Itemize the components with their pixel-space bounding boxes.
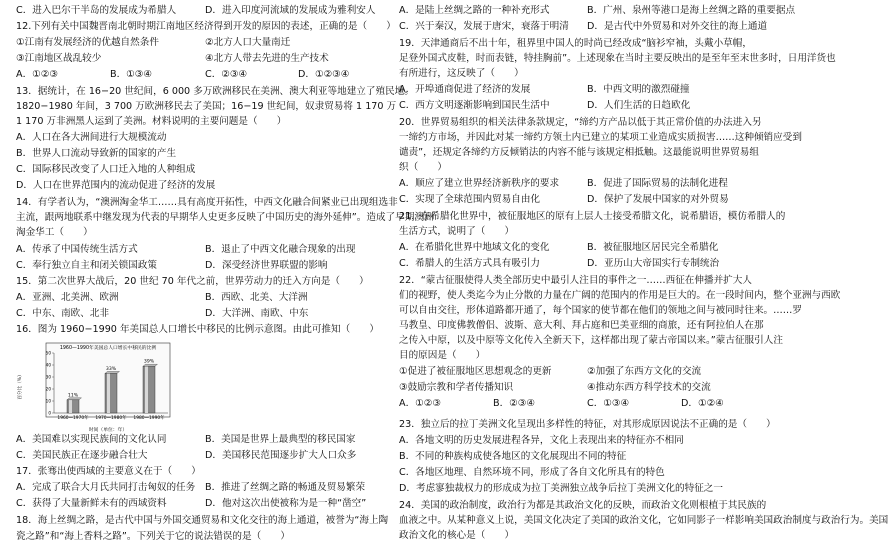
q18-line-2: 瓷之路”和“海上香料之路”。下列关于它的说法错误的是（ ） <box>16 531 290 542</box>
q14-line-2: 主流，跟两地联系中继发现为代表的早期华人史更多反映了中国历史的海外延伸”。造成了早期澳洲 <box>16 212 434 223</box>
q14-line-3: 淘金华工（ ） <box>16 227 93 238</box>
q22-option-c: C．①③④ <box>587 398 630 409</box>
q18-option-c: C．兴于秦汉，发展于唐宋，衰落于明清 <box>399 21 569 32</box>
q20-option-c: C．实现了全球范围内贸易自由化 <box>399 194 541 205</box>
q22-line-3: 可以自由交往，形体道路都开通了，每个国家的使节都在他们的领地之间与被同时往来。……罗 <box>399 305 802 316</box>
chart-value-label: 39% <box>143 359 155 365</box>
q15-stem: 15．第二次世界大战后，20 世纪 70 年代之前，世界劳动力的迁入方向是（ ） <box>16 276 369 287</box>
q13-line-2: 1820−1980 年间，3 700 万欧洲移民去了美国；16−19 世纪间，奴隶贸易将 1 170 万 <box>16 101 397 112</box>
q16-stem: 16．图为 1960−1990 年美国总人口增长中移民的比例示意图。由此可推知（ ） <box>16 324 379 335</box>
q16-option-b: B．美国是世界上最典型的移民国家 <box>205 434 356 445</box>
q17-option-a: A．完成了联合大月氏共同打击匈奴的任务 <box>16 482 196 493</box>
q22-line-5: 之传入中原，以及中原等文化传入全新天下，这样都出现了蒙古帝国以来。”蒙古征服引人注 <box>399 335 783 346</box>
q21-option-a: A．在希腊化世界中地域文化的变化 <box>399 242 550 253</box>
q12-option-a: A．①②③ <box>16 69 58 80</box>
chart-bar <box>143 366 155 413</box>
q17-option-c: C．获得了大量新鲜未有的西域资料 <box>16 498 167 509</box>
q14-option-b: B．退止了中西文化融合现象的出现 <box>205 244 356 255</box>
q17-option-b: B．推进了丝绸之路的畅通及贸易繁荣 <box>205 482 366 493</box>
chart-title: 1960—1990年美国总人口增长中移民的比例 <box>59 346 157 351</box>
q12-option-b: B．①③④ <box>110 69 152 80</box>
q24-line-2: 血液之中。从某种意义上说，美国文化决定了美国的政治文化，它如同影子一样影响美国政治制度与政治行为。美国 <box>399 515 888 526</box>
q13-option-a: A．人口在各大洲间进行大规模流动 <box>16 132 167 143</box>
q17-option-d: D．他对这次出使被称为是一种“凿空” <box>205 498 367 509</box>
q21-line-2: 生活方式，说明了（ ） <box>399 226 515 237</box>
q20-line-4: 织（ ） <box>399 162 447 173</box>
q12-option-c: C．②③④ <box>205 69 248 80</box>
q20-option-d: D．保护了发展中国家的对外贸易 <box>587 194 729 205</box>
q13-line-1: 13．据统计，在 16−20 世纪间，6 000 多万欧洲移民在美洲、澳大利亚等地建立了殖民地。 <box>16 86 414 97</box>
chart-xlabel: 时间（单位：年） <box>88 428 128 433</box>
q19-line-3: 有所进行，这反映了（ ） <box>399 68 524 79</box>
right-column <box>397 0 888 560</box>
q18-option-b: B．广州、泉州等港口是海上丝绸之路的重要据点 <box>587 5 796 16</box>
q19-option-b: B．中西文明的激烈碰撞 <box>587 84 690 95</box>
q18-line-1: 18．海上丝绸之路，是古代中国与外国交通贸易和文化交往的海上通道，被誉为“海上陶 <box>16 515 389 526</box>
q14-option-d: D．深受经济世界联盟的影响 <box>205 260 328 271</box>
q20-line-2: 一缔约方市场，并因此对某一缔约方领土内已建立的某项工业造成实质损害……这种倾销应受到 <box>399 132 802 143</box>
q22-item-4: ④推动东西方科学技术的交流 <box>587 382 711 393</box>
q18-option-d: D．是古代中外贸易和对外交往的海上通道 <box>587 21 768 32</box>
chart-category-label: 1970—1980年 <box>95 416 127 421</box>
q23-option-b: B．不同的种族构成使各地区的文化展现出不同的特征 <box>399 451 627 462</box>
q24-line-3: 政治文化的核心是（ ） <box>399 530 515 541</box>
q22-item-2: ②加强了东西方文化的交流 <box>587 366 702 377</box>
q13-option-d: D．人口在世界范围内的流动促进了经济的发展 <box>16 180 216 191</box>
q11-option-d: D．进入印度河流域的发展成为雅利安人 <box>205 5 376 16</box>
q16-chart <box>16 341 174 433</box>
chart-y-tick-label: 30 <box>45 374 51 380</box>
q21-option-d: D．亚历山大帝国实行专制统治 <box>587 258 720 269</box>
q12-item-4: ④北方人带去先进的生产技术 <box>205 53 329 64</box>
chart-value-label: 11% <box>67 393 79 399</box>
q23-option-d: D．考虑寥独裁权力的形成成为拉丁美洲独立战争后拉丁美洲文化的特征之一 <box>399 483 723 494</box>
q19-option-d: D．人们生活的日趋欧化 <box>587 100 691 111</box>
q16-option-c: C．美国民族正在逐步融合壮大 <box>16 450 148 461</box>
q22-option-b: B．②③④ <box>493 398 535 409</box>
q21-option-b: B．被征服地区居民完全希腊化 <box>587 242 719 253</box>
chart-y-tick-label: 10 <box>45 398 51 404</box>
q14-line-1: 14．有学者认为，“澳洲淘金华工……具有高度开拓性，中西文化融合间紧业已出现组选非 <box>16 197 398 208</box>
q21-option-c: C．希腊人的生活方式具有吸引力 <box>399 258 541 269</box>
chart-y-tick-label: 20 <box>45 386 51 392</box>
q19-line-2: 足登外国式皮鞋，时而表链，特挂胸前”。上述现象在当时主要反映出的是至年至末世多时，日用洋货也 <box>399 53 836 64</box>
q22-line-1: 22．“蒙古征服使得人类全部历史中最引人注目的事件之一……西征在伸播并扩大人 <box>399 275 752 286</box>
q17-stem: 17．张骞出使西域的主要意义在于（ ） <box>16 466 201 477</box>
q13-option-c: C．国际移民改变了人口迁入地的人种组成 <box>16 164 196 175</box>
q19-option-a: A．开埠通商促进了经济的发展 <box>399 84 531 95</box>
q15-option-c: C．中东、南欧、北非 <box>16 308 110 319</box>
q12-item-2: ②北方人口大量南迁 <box>205 37 291 48</box>
chart-bar-highlight <box>107 373 110 413</box>
q23-option-c: C．各地区地理、自然环境不同，形成了各自文化所具有的特色 <box>399 467 665 478</box>
q23-option-a: A．各地文明的历史发展进程各异，文化上表现出来的特征亦不相同 <box>399 435 684 446</box>
q22-option-d: D．①②④ <box>681 398 724 409</box>
q22-option-a: A．①②③ <box>399 398 441 409</box>
chart-y-tick-label: 40 <box>45 362 51 368</box>
q21-line-1: 21．在希腊化世界中，被征服地区的原有上层人士接受希腊文化，说希腊语，模仿希腊人的 <box>399 211 786 222</box>
q22-line-6: 目的原因是（ ） <box>399 350 486 361</box>
q20-option-a: A．顺应了建立世界经济新秩序的要求 <box>399 178 560 189</box>
chart-y-tick-label: 0 <box>48 410 51 416</box>
q22-item-1: ①促进了被征服地区思想观念的更新 <box>399 366 552 377</box>
q12-stem: 12.下列有关中国魏晋南北朝时期江南地区经济得到开发的原因的表述，正确的是（ ） <box>16 21 396 32</box>
q15-option-a: A．亚洲、北美洲、欧洲 <box>16 292 119 303</box>
q14-option-c: C．奉行独立自主和闭关锁国政策 <box>16 260 158 271</box>
q19-line-1: 19．天津通商后不出十年，租界里中国人的时尚已经改成“脑衫窄袖，头戴小草帽， <box>399 38 752 49</box>
q20-option-b: B．促进了国际贸易的法制化进程 <box>587 178 728 189</box>
chart-ylabel: 百分比（%） <box>18 372 23 400</box>
chart-value-label: 33% <box>105 366 117 372</box>
q18-option-a: A．是陆上丝绸之路的一种补充形式 <box>399 5 550 16</box>
q14-option-a: A．传承了中国传统生活方式 <box>16 244 138 255</box>
chart-bar <box>67 400 79 413</box>
chart-y-tick-label: 50 <box>45 350 51 356</box>
q20-line-1: 20．世界贸易组织的相关法律条款规定，“缔约方产品以低于其正常价值的办法进入另 <box>399 117 762 128</box>
q15-option-d: D．大洋洲、南欧、中东 <box>205 308 309 319</box>
q16-option-d: D．美国移民范围逐步扩大人口众多 <box>205 450 357 461</box>
chart-bar-highlight <box>145 366 148 413</box>
q12-item-3: ③江南地区战乱较少 <box>16 53 102 64</box>
chart-bar <box>105 373 117 413</box>
left-column <box>0 0 434 560</box>
q16-option-a: A．美国难以实现民族间的文化认同 <box>16 434 167 445</box>
q12-option-d: D．①②③④ <box>298 69 350 80</box>
chart-category-label: 1980—1990年 <box>133 416 165 421</box>
q24-line-1: 24．美国的政治制度，政治行为都是其政治文化的反映，而政治文化则根植于其民族的 <box>399 500 767 511</box>
chart-bar-highlight <box>69 400 72 413</box>
q22-line-2: 们的视野，使人类迄今为止分散的力量在广阔的范围内的作用是巨大的。在一段时间内，整个亚洲与西欧 <box>399 290 841 301</box>
q15-option-b: B．西欧、北美、大洋洲 <box>205 292 308 303</box>
q22-line-4: 马教皇、印度佛教僧侣、波斯、意大利、拜占庭和巴美亚细的商旅，还有阿拉伯人在那 <box>399 320 764 331</box>
q20-line-3: 谴责”，还规定各缔约方反倾销法的内容不能与该规定相抵触。这最能说明世界贸易组 <box>399 147 759 158</box>
q12-item-1: ①江南有发展经济的优越自然条件 <box>16 37 159 48</box>
q13-line-3: 1 170 万非洲黑人运到了美洲。材料说明的主要问题是（ ） <box>16 116 287 127</box>
q19-option-c: C．西方文明逐渐影响到国民生活中 <box>399 100 550 111</box>
chart-category-label: 1960—1970年 <box>57 416 89 421</box>
q22-item-3: ③鼓励宗教和学者传播知识 <box>399 382 514 393</box>
q13-option-b: B．世界人口流动导致新的国家的产生 <box>16 148 177 159</box>
q23-stem: 23．独立后的拉丁美洲文化呈现出多样性的特征，对其形成原因说法不正确的是（ ） <box>399 419 776 430</box>
q11-option-c: C．进入巴尔干半岛的发展成为希腊人 <box>16 5 177 16</box>
